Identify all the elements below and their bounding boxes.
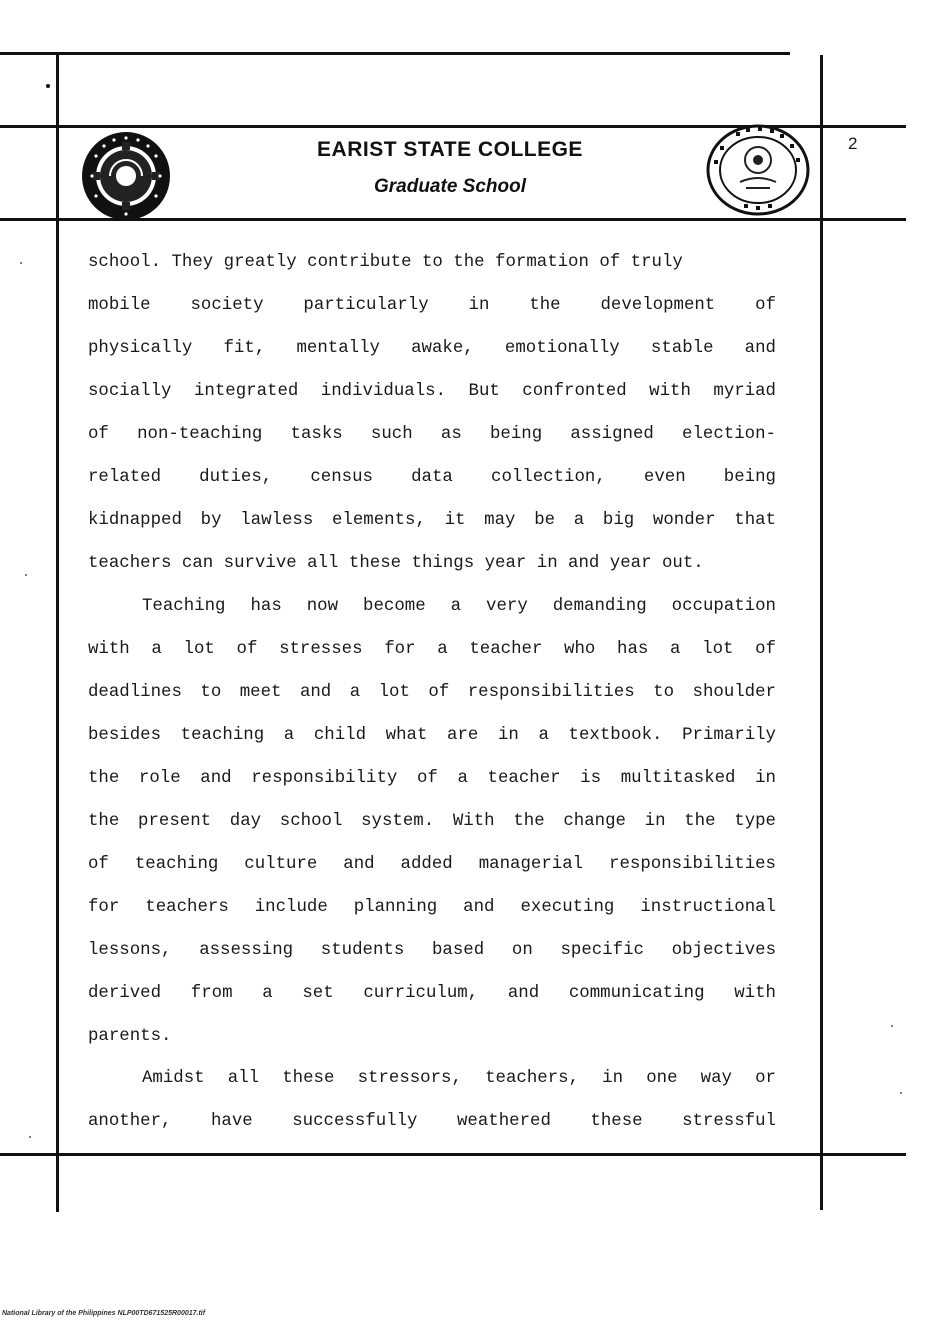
margin-mark: [46, 84, 50, 88]
bottom-rule: [0, 1153, 906, 1156]
page-number: 2: [848, 134, 858, 153]
text-line: physically fit, mentally awake, emotionally stable and: [88, 339, 776, 358]
scan-speck: [900, 1092, 902, 1094]
right-vertical-rule: [820, 55, 823, 1210]
text-line: of teaching culture and added managerial responsibilities: [88, 855, 776, 874]
school-name: Graduate School: [373, 176, 527, 197]
text-line: the present day school system. With the change in the type: [88, 812, 776, 831]
text-line: school. They greatly contribute to the formation of truly: [88, 253, 683, 272]
text-line: related duties, census data collection, even being: [88, 468, 776, 487]
top-border: [0, 52, 790, 55]
text-line: Teaching has now become a very demanding occupation: [142, 597, 776, 616]
graduate-school-seal-icon: [706, 124, 810, 216]
text-line: lessons, assessing students based on specific objectives: [88, 941, 776, 960]
scan-speck: [29, 1136, 31, 1138]
scan-speck: [891, 1025, 893, 1027]
text-line: the role and responsibility of a teacher is multitasked in: [88, 769, 776, 788]
text-line: another, have successfully weathered these stressful: [88, 1112, 776, 1131]
text-line: teachers can survive all these things year in and year out.: [88, 554, 704, 573]
text-line: socially integrated individuals. But confronted with myriad: [88, 382, 776, 401]
scan-speck: [25, 574, 27, 576]
earist-college-seal-icon: [80, 130, 172, 222]
text-line: for teachers include planning and executing instructional: [88, 898, 776, 917]
college-name: EARIST STATE COLLEGE: [317, 138, 583, 161]
text-line: besides teaching a child what are in a textbook. Primarily: [88, 726, 776, 745]
text-line: Amidst all these stressors, teachers, in one way or: [142, 1069, 776, 1088]
text-line: with a lot of stresses for a teacher who has a lot of: [88, 640, 776, 659]
text-line: deadlines to meet and a lot of responsibilities to shoulder: [88, 683, 776, 702]
text-line: of non-teaching tasks such as being assigned election-: [88, 425, 776, 444]
text-line: parents.: [88, 1027, 172, 1046]
scan-footer-label: National Library of the Philippines NLP00TD671525R00017.tif: [2, 1310, 206, 1317]
left-vertical-rule: [56, 52, 59, 1212]
text-line: mobile society particularly in the development of: [88, 296, 776, 315]
text-line: derived from a set curriculum, and communicating with: [88, 984, 776, 1003]
scan-speck: [20, 262, 22, 264]
text-line: kidnapped by lawless elements, it may be a big wonder that: [88, 511, 776, 530]
